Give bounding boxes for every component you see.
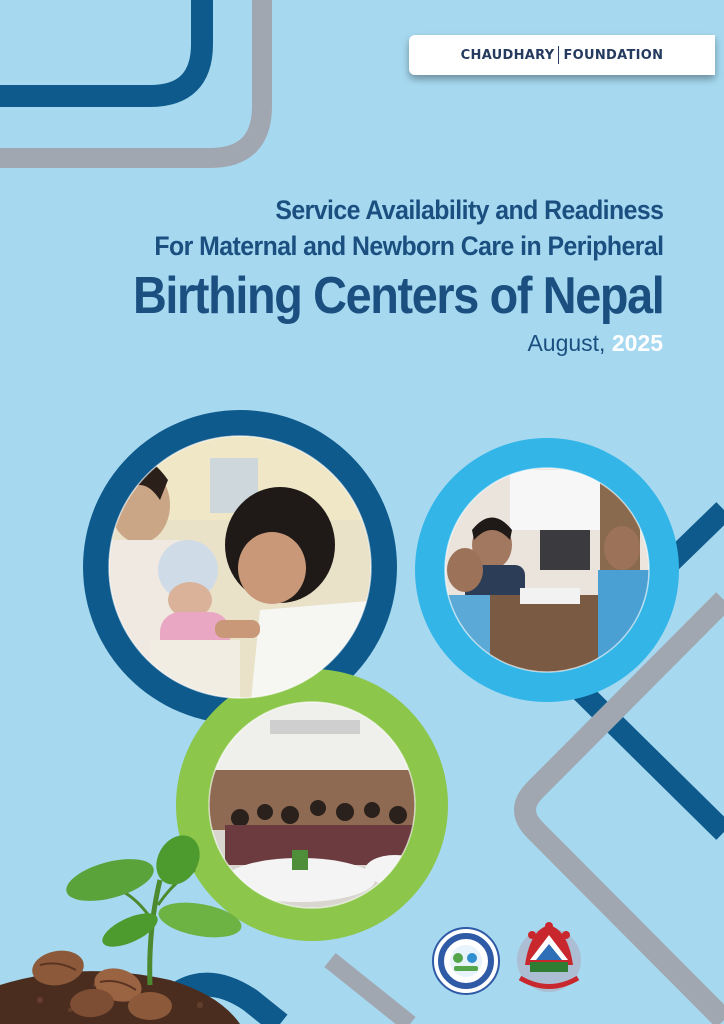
emblem-ceshs-nepal <box>433 928 499 994</box>
title-line-2: For Maternal and Newborn Care in Peripheral <box>153 231 663 261</box>
title-line-1: Service Availability and Readiness <box>274 195 663 225</box>
date-year: 2025 <box>611 330 663 356</box>
logo-name-right: FOUNDATION <box>563 47 664 63</box>
logo-name-left: CHAUDHARY <box>460 47 555 63</box>
title-main: Birthing Centers of Nepal <box>132 267 663 325</box>
date-month: August, <box>527 330 606 356</box>
emblem-government-of-nepal <box>517 922 581 992</box>
